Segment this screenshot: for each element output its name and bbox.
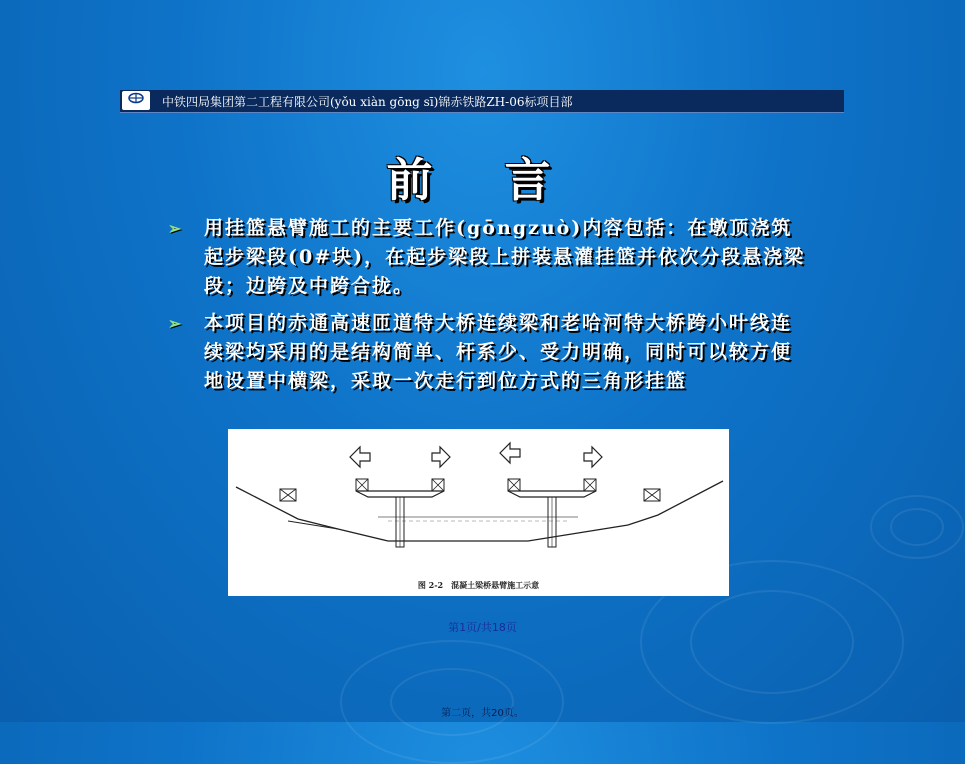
- ripple-decoration: [390, 668, 514, 736]
- page-footer: 第二页，共20页。: [441, 708, 524, 719]
- page-indicator: 第1页/共18页: [448, 621, 517, 634]
- crcc-logo-icon: [123, 92, 149, 109]
- figure-caption: 图 2-2 混凝土梁桥悬臂施工示意: [417, 580, 540, 590]
- header-bar: [120, 90, 844, 113]
- bullet-item-1: [168, 214, 808, 301]
- header-title: 中铁四局集团第二工程有限公司(yǒu xiàn gōng sī)锦赤铁路ZH-06标项目部: [162, 95, 573, 109]
- slide-title: 前 言: [386, 153, 579, 207]
- company-logo: [122, 91, 150, 110]
- ripple-decoration: [890, 508, 944, 546]
- bullet-text: 本项目的赤通高速匝道特大桥连续梁和老哈河特大桥跨小叶线连续梁均采用的是结构简单、杆系少、受力明确，同时可以较方便地设置中横梁，采取一次走行到位方式的三角形挂篮: [204, 312, 793, 392]
- bridge-construction-figure: [228, 429, 729, 596]
- ripple-decoration: [690, 590, 854, 694]
- bullet-item-2: [168, 309, 808, 396]
- arrow-bullet-icon: ➢: [168, 314, 184, 333]
- arrow-bullet-icon: ➢: [168, 219, 184, 238]
- bullet-text: 用挂篮悬臂施工的主要工作(gōngzuò)内容包括：在墩顶浇筑起步梁段(0#块)，在起步梁段上拼装悬灌挂篮并依次分段悬浇梁段；边跨及中跨合拢。: [204, 217, 806, 297]
- cantilever-bridge-diagram: [228, 429, 729, 579]
